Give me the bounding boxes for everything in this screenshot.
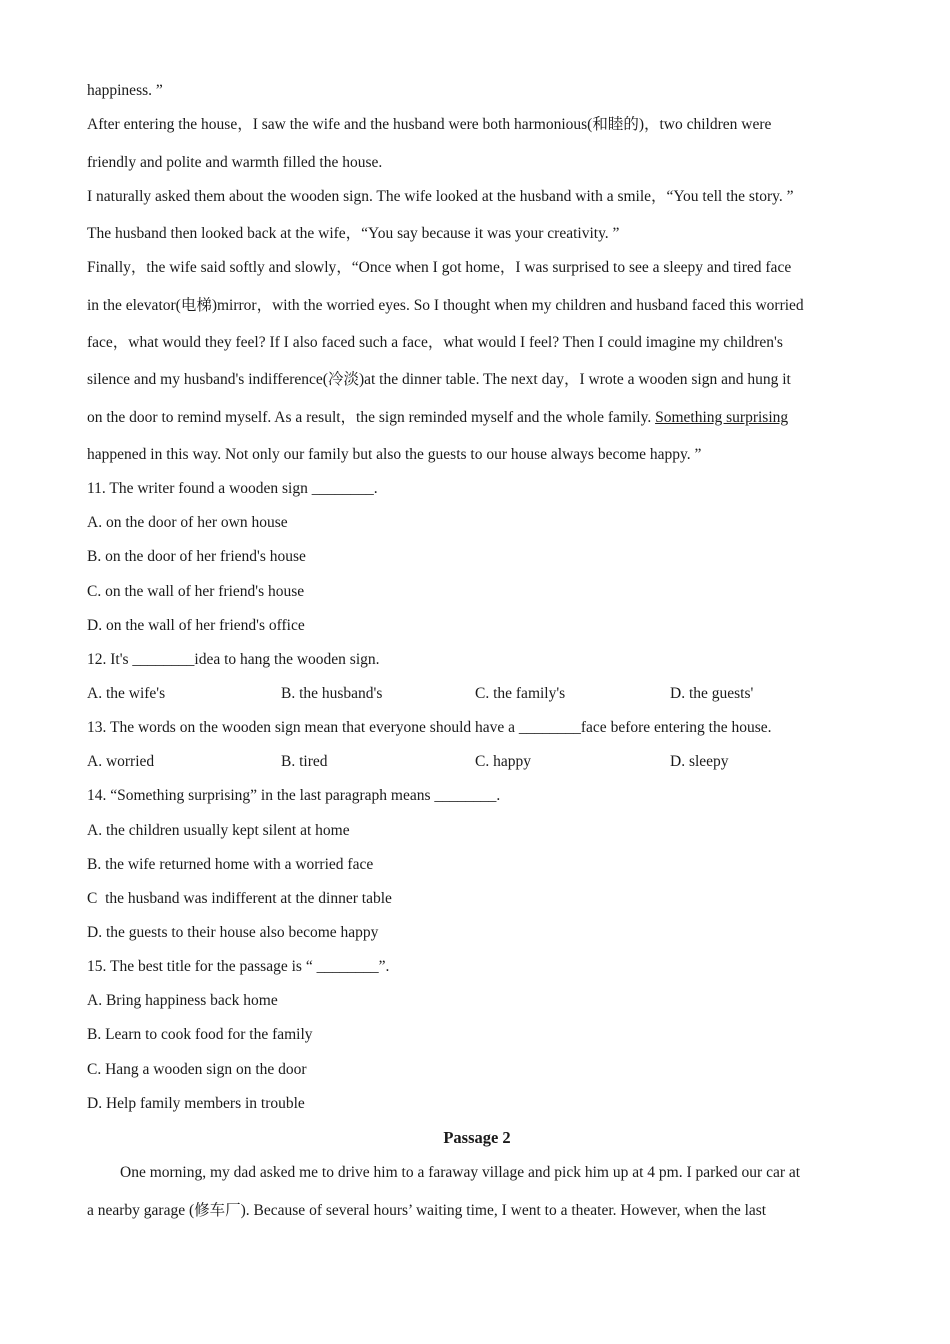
question-13-stem: 13. The words on the wooden sign mean that everyone should have a ________face before entering the house. <box>87 719 772 736</box>
question-15-option-b: B. Learn to cook food for the family <box>87 1026 313 1043</box>
question-11-stem: 11. The writer found a wooden sign ________. <box>87 480 378 497</box>
passage1-line-10-text: on the door to remind myself. As a result，the sign reminded myself and the whole family. <box>87 409 656 426</box>
passage1-line-9: silence and my husband's indifference(冷淡)at the dinner table. The next day，I wrote a wooden sign and hung it <box>87 371 791 388</box>
question-15-option-d: D. Help family members in trouble <box>87 1095 305 1112</box>
question-14-option-b: B. the wife returned home with a worried face <box>87 856 374 873</box>
question-14-option-c: C the husband was indifferent at the dinner table <box>87 890 392 907</box>
question-11-option-d: D. on the wall of her friend's office <box>87 617 305 634</box>
passage1-line-11: happened in this way. Not only our family but also the guests to our house always become happy. ” <box>87 446 702 463</box>
question-15-option-a: A. Bring happiness back home <box>87 992 278 1009</box>
passage1-line-7: in the elevator(电梯)mirror，with the worried eyes. So I thought when my children and husband faced this worried <box>87 297 804 314</box>
question-11-option-b: B. on the door of her friend's house <box>87 548 306 565</box>
passage1-line-8: face，what would they feel? If I also faced such a face，what would I feel? Then I could imagine my children's <box>87 334 783 351</box>
passage1-line-3: friendly and polite and warmth filled the house. <box>87 154 383 171</box>
passage1-line-5: The husband then looked back at the wife，“You say because it was your creativity. ” <box>87 225 620 242</box>
question-12-option-a: A. the wife's <box>87 685 166 702</box>
question-11-option-a: A. on the door of her own house <box>87 514 288 531</box>
passage1-line-10 <box>87 408 788 428</box>
question-14-stem: 14. “Something surprising” in the last paragraph means ________. <box>87 787 501 804</box>
question-12-stem: 12. It's ________idea to hang the wooden sign. <box>87 651 380 668</box>
question-15-option-c: C. Hang a wooden sign on the door <box>87 1061 307 1078</box>
underlined-phrase: Something surprising <box>655 409 789 426</box>
question-11-option-c: C. on the wall of her friend's house <box>87 583 305 600</box>
passage1-line-6: Finally，the wife said softly and slowly，“Once when I got home，I was surprised to see a sleepy and tired face <box>87 259 792 276</box>
question-14-option-d: D. the guests to their house also become happy <box>87 924 379 941</box>
question-12-option-d: D. the guests' <box>670 685 754 702</box>
question-12-option-b: B. the husband's <box>281 685 383 702</box>
question-14-option-a: A. the children usually kept silent at home <box>87 822 350 839</box>
question-13-option-c: C. happy <box>475 753 531 770</box>
passage2-title: Passage 2 <box>443 1128 511 1147</box>
question-13-option-d: D. sleepy <box>670 753 729 770</box>
passage2-line-1: One morning, my dad asked me to drive him to a faraway village and pick him up at 4 pm. I parked our car at <box>120 1164 801 1181</box>
passage1-line-4: I naturally asked them about the wooden sign. The wife looked at the husband with a smile，“You tell the story. ” <box>87 188 794 205</box>
passage2-line-2: a nearby garage (修车厂). Because of several hours’ waiting time, I went to a theater. However, when the last <box>87 1202 767 1219</box>
question-12-option-c: C. the family's <box>475 685 566 702</box>
passage1-line-1: happiness. ” <box>87 82 163 99</box>
passage1-line-2: After entering the house，I saw the wife and the husband were both harmonious(和睦的)，two children were <box>87 116 772 133</box>
question-13-option-a: A. worried <box>87 753 155 770</box>
question-15-stem: 15. The best title for the passage is “ ________”. <box>87 958 390 975</box>
question-13-option-b: B. tired <box>281 753 328 770</box>
